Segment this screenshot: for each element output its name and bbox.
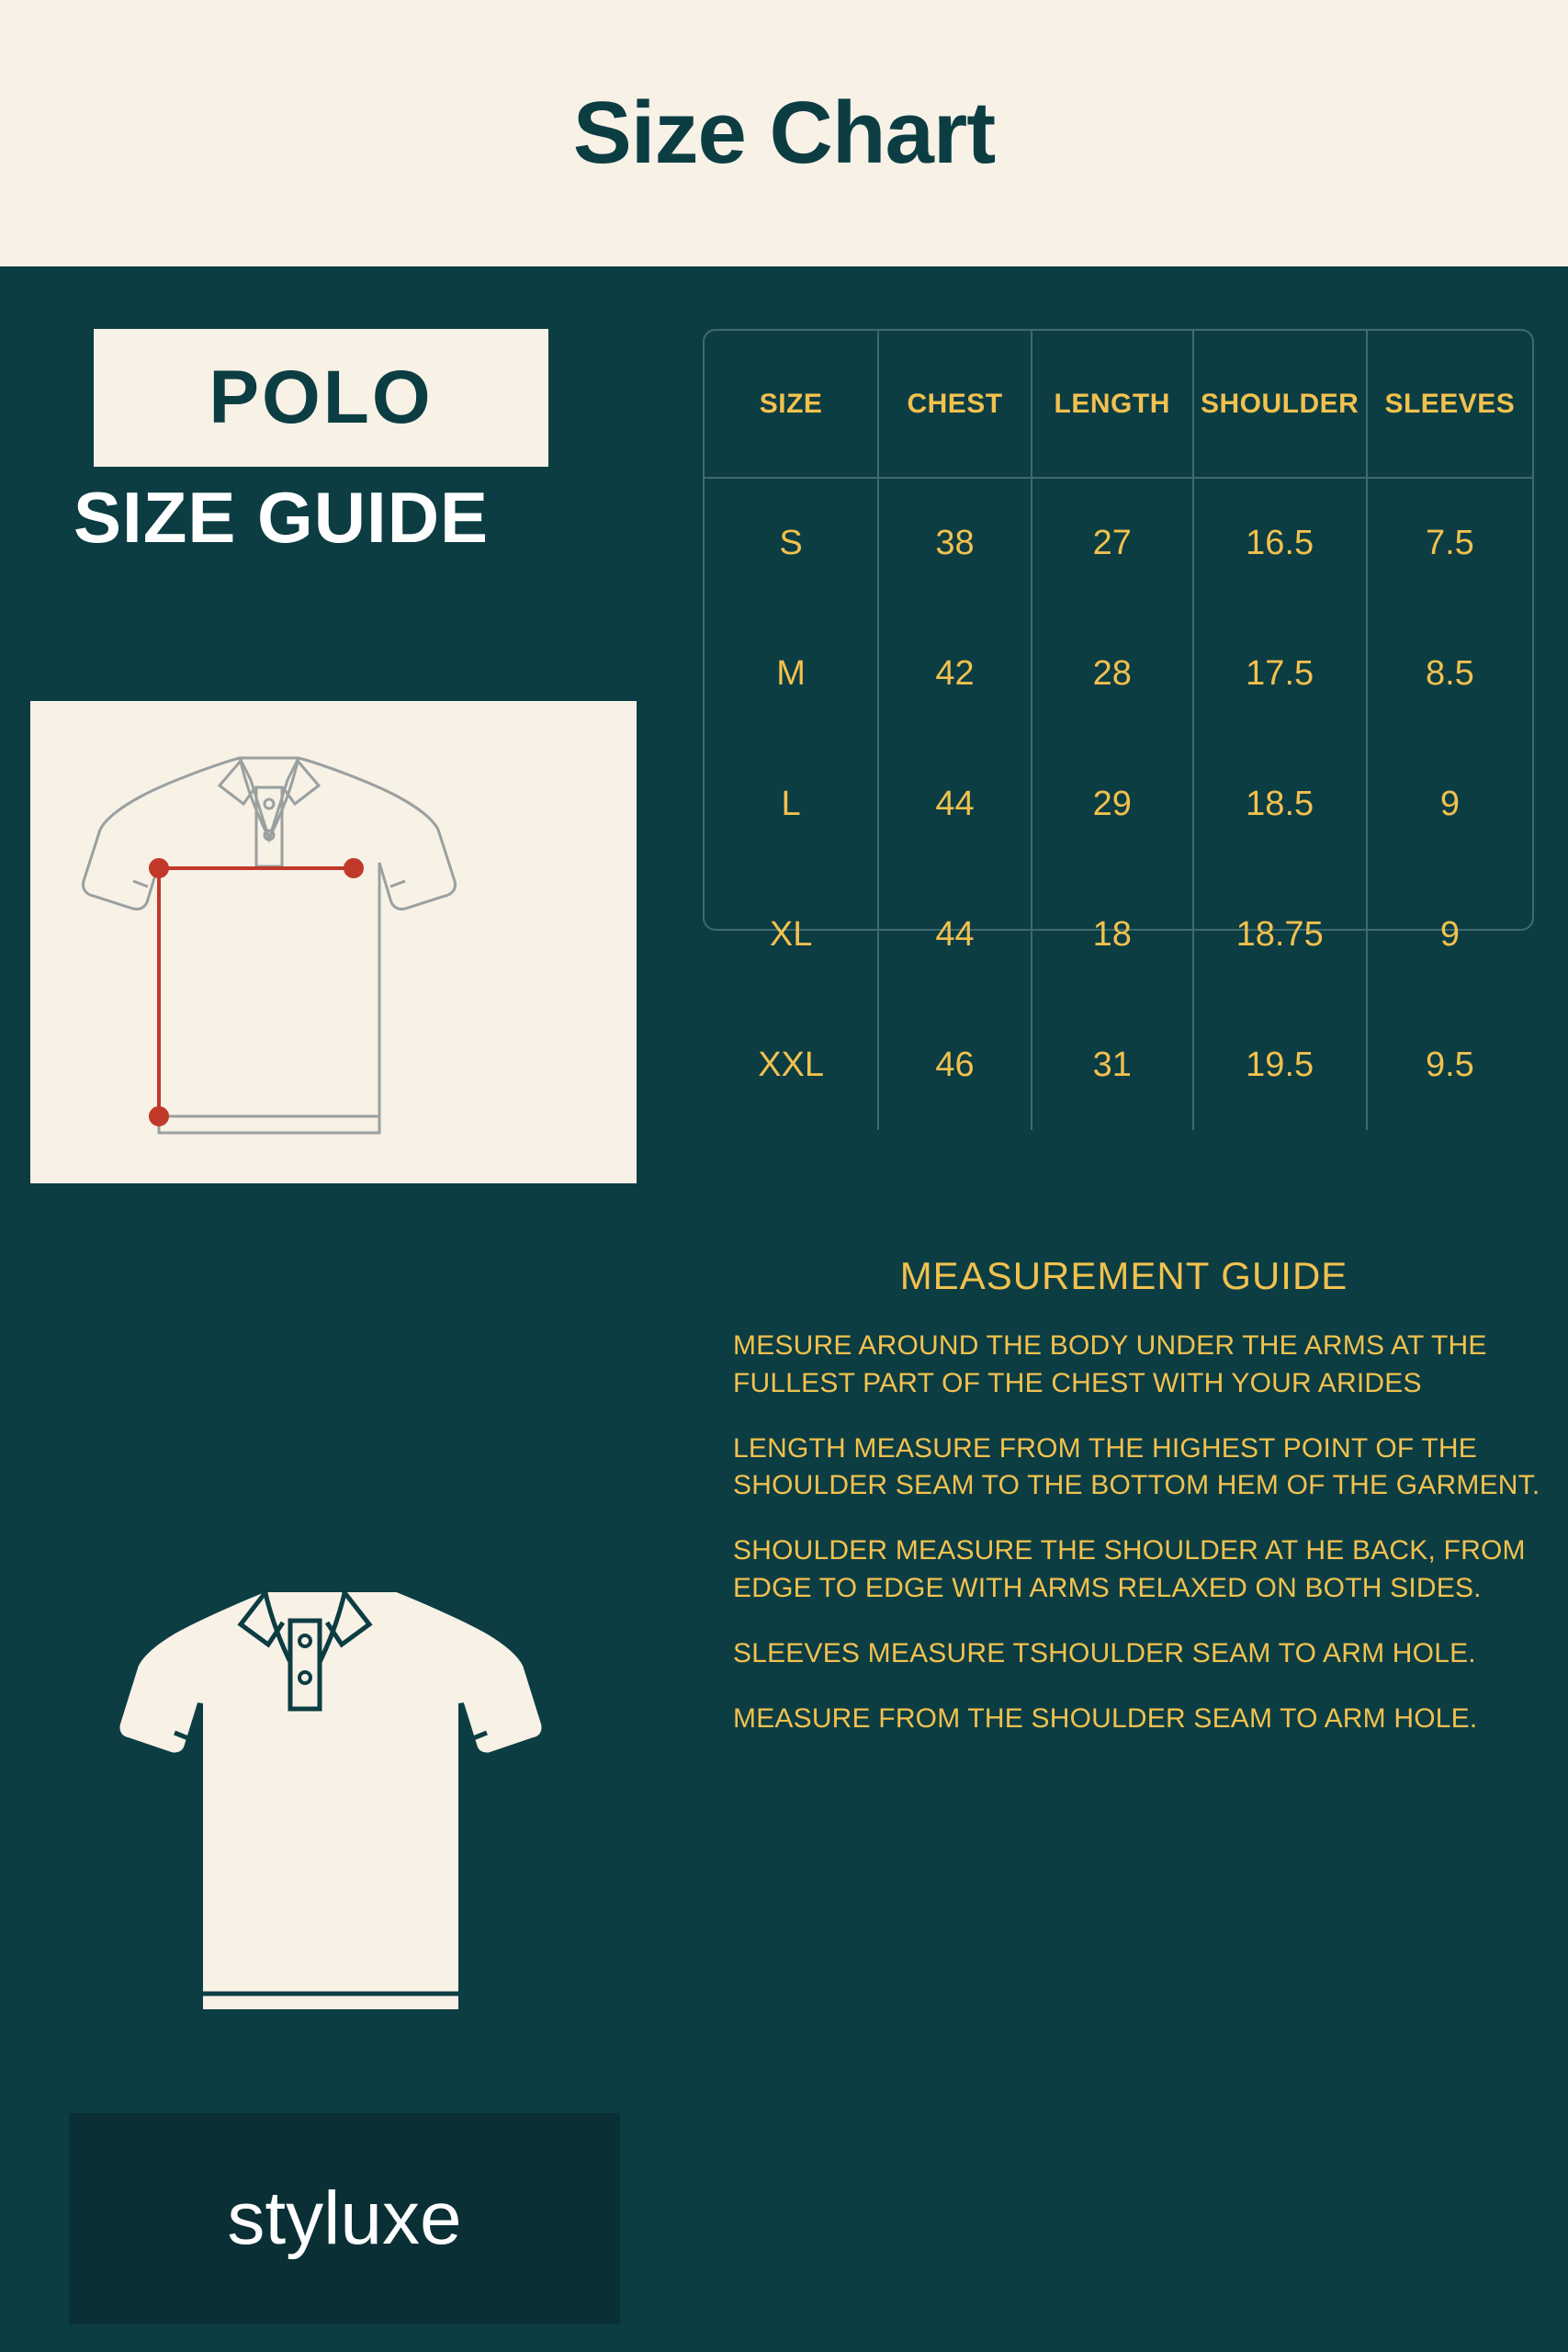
cell-chest: 38 [878, 478, 1032, 608]
column-header-sleeves: SLEEVES [1367, 331, 1532, 478]
table-row [705, 608, 1532, 739]
polo-shirt-measurement-diagram [30, 701, 637, 1183]
page-title: Size Chart [572, 84, 996, 182]
measurement-guide-body [733, 1328, 1541, 1765]
cell-length: 29 [1032, 739, 1193, 869]
polo-shirt-illustration [110, 1553, 551, 2067]
cell-chest: 44 [878, 869, 1032, 1000]
cell-shoulder: 19.5 [1193, 1000, 1367, 1130]
table-row [705, 1000, 1532, 1130]
cell-size: M [705, 608, 878, 739]
cell-shoulder: 18.75 [1193, 869, 1367, 1000]
measurement-diagram-panel [30, 701, 637, 1183]
cell-chest: 42 [878, 608, 1032, 739]
brand-logo-text: styluxe [227, 2177, 462, 2260]
polo-shirt-illustration-wrap [110, 1553, 551, 2067]
cell-size: XXL [705, 1000, 878, 1130]
cell-sleeves: 9 [1439, 784, 1460, 823]
cell-sleeves: 9.5 [1425, 1045, 1474, 1084]
right-column [680, 266, 1568, 2352]
guide-paragraph-length: LENGTH MEASURE FROM THE HIGHEST POINT OF THE SHOULDER SEAM TO THE BOTTOM HEM OF THE GARMENT. [733, 1432, 1540, 1501]
column-header-chest: CHEST [878, 331, 1032, 478]
polo-badge [94, 329, 548, 467]
page-header [0, 0, 1568, 266]
size-table-wrapper [703, 329, 1534, 1084]
cell-size: L [705, 739, 878, 869]
size-table [705, 331, 1532, 1130]
guide-paragraph-armhole: MEASURE FROM THE SHOULDER SEAM TO ARM HOLE. [733, 1702, 1478, 1734]
cell-length: 28 [1032, 608, 1193, 739]
column-header-size: SIZE [705, 331, 878, 478]
guide-paragraph-shoulder: SHOULDER MEASURE THE SHOULDER AT HE BACK, FROM EDGE TO EDGE WITH ARMS RELAXED ON BOTH SIDES. [733, 1535, 1526, 1603]
measurement-guide-title: MEASUREMENT GUIDE [899, 1254, 1348, 1297]
cell-size: S [705, 478, 878, 608]
cell-shoulder: 18.5 [1193, 739, 1367, 869]
left-column [0, 266, 680, 2352]
brand-logo [69, 2113, 620, 2324]
cell-sleeves: 7.5 [1425, 524, 1474, 562]
table-header-row [705, 331, 1532, 478]
cell-sleeves: 8.5 [1425, 653, 1474, 693]
cell-shoulder: 17.5 [1193, 608, 1367, 739]
guide-paragraph-sleeves: SLEEVES MEASURE TSHOULDER SEAM TO ARM HOLE. [733, 1637, 1476, 1668]
table-row [705, 478, 1532, 608]
cell-chest: 46 [878, 1000, 1032, 1130]
table-row [705, 739, 1532, 869]
cell-length: 18 [1032, 869, 1193, 1000]
table-row [705, 869, 1532, 1000]
cell-size: XL [705, 869, 878, 1000]
guide-paragraph-chest: MESURE AROUND THE BODY UNDER THE ARMS AT THE FULLEST PART OF THE CHEST WITH YOUR ARIDES [733, 1330, 1487, 1398]
cell-chest: 44 [878, 739, 1032, 869]
column-header-shoulder: SHOULDER [1193, 331, 1367, 478]
size-guide-subtitle: SIZE GUIDE [73, 477, 490, 558]
polo-badge-label: POLO [209, 356, 434, 439]
column-header-length: LENGTH [1032, 331, 1193, 478]
cell-shoulder: 16.5 [1193, 478, 1367, 608]
cell-length: 27 [1032, 478, 1193, 608]
cell-sleeves: 9 [1439, 914, 1460, 954]
cell-length: 31 [1032, 1000, 1193, 1130]
